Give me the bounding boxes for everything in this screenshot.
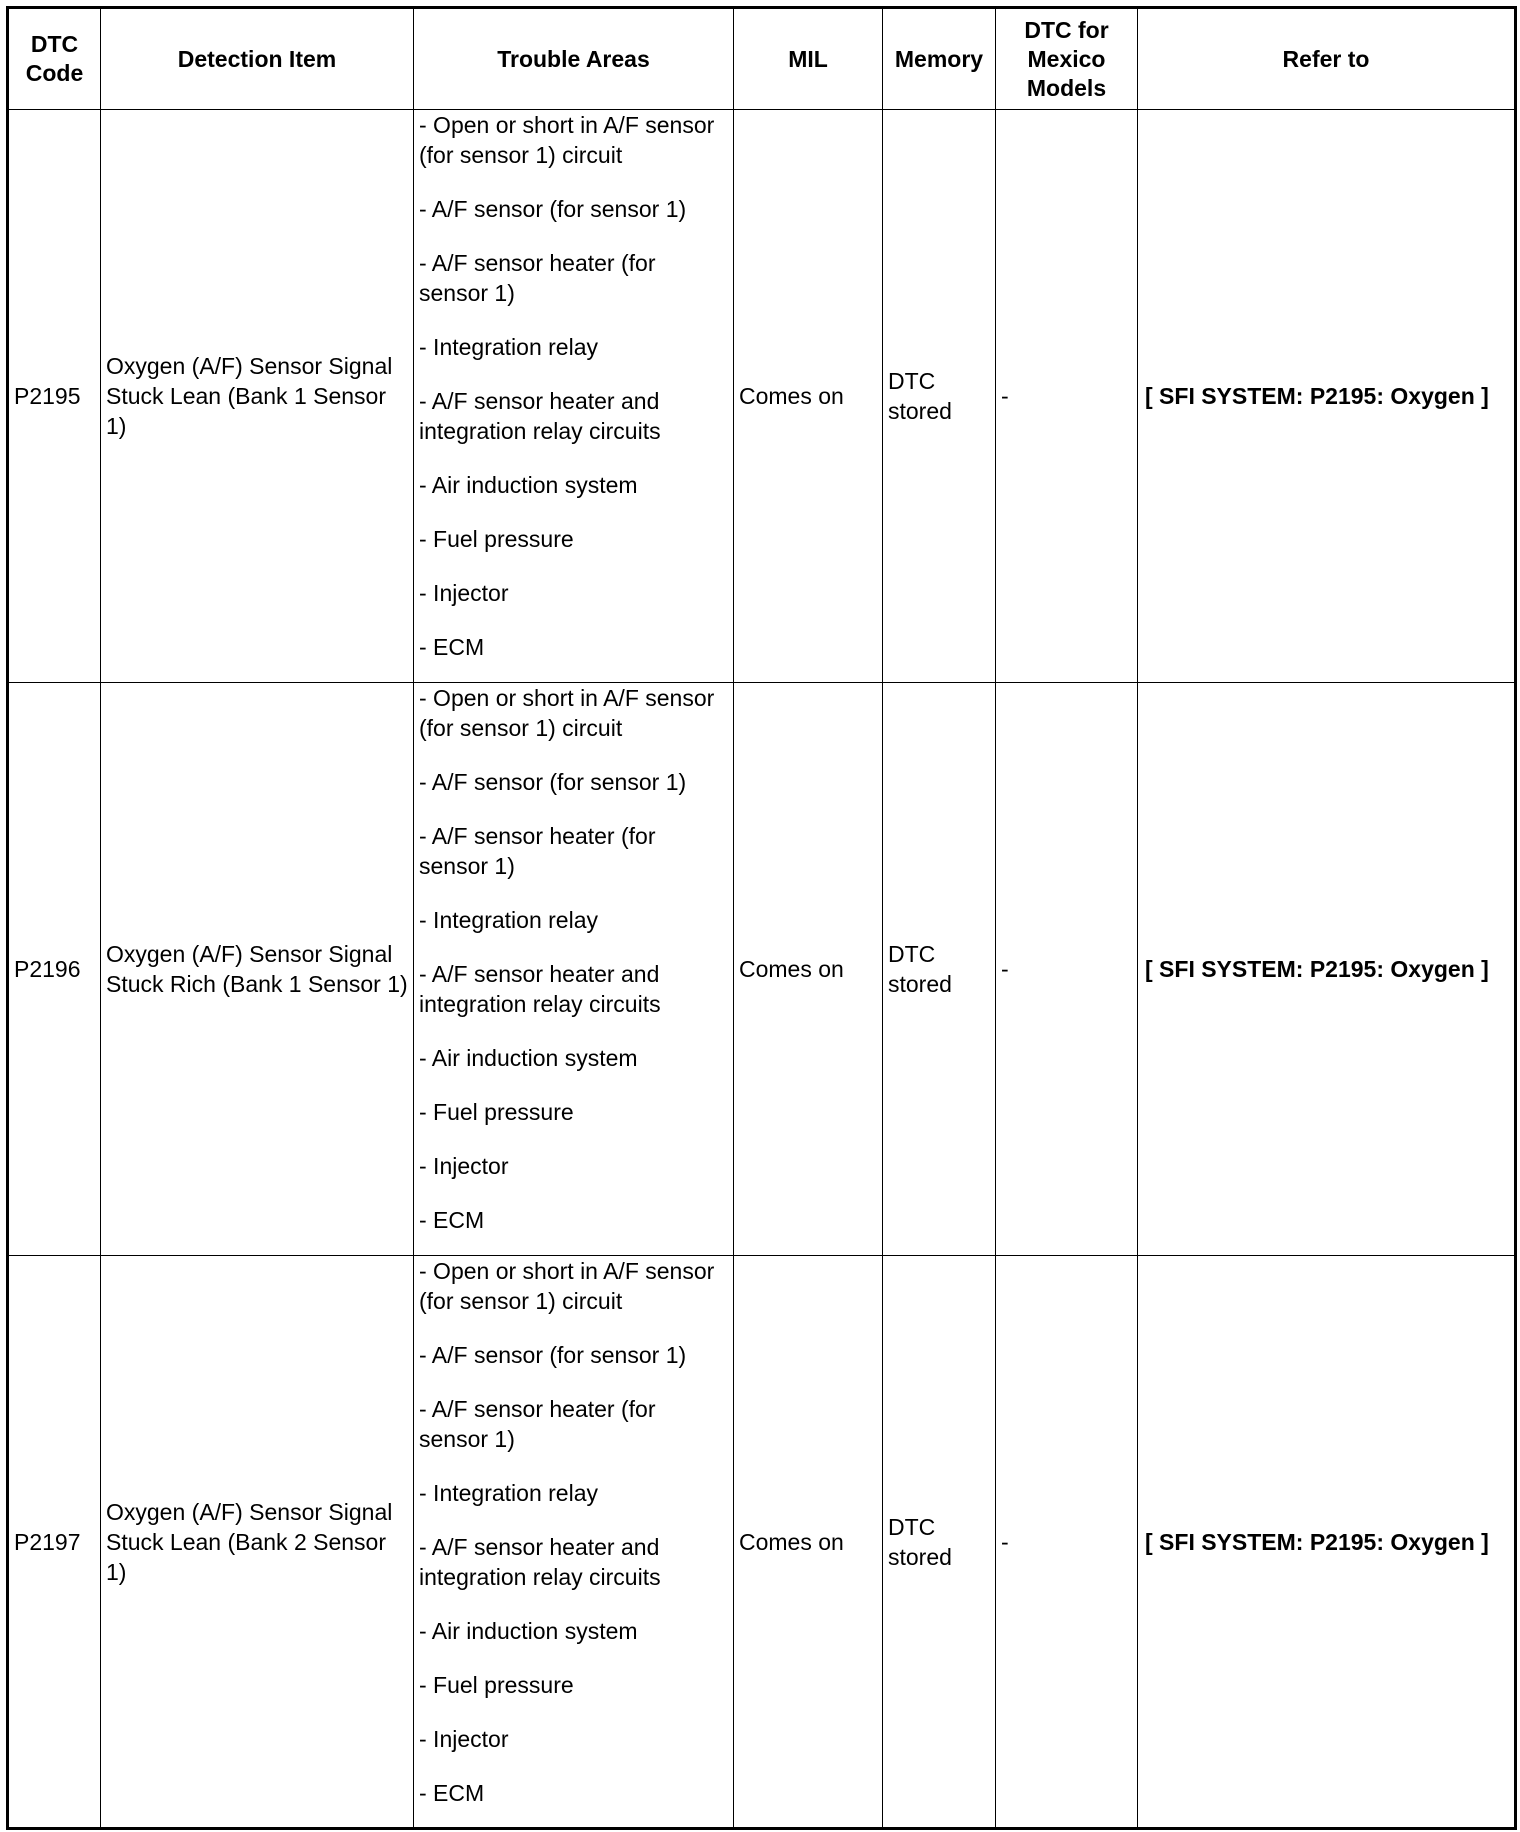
dtc-table: [6, 6, 1517, 1830]
header-detection-item: Detection Item: [101, 8, 414, 110]
header-refer-to: Refer to: [1138, 8, 1516, 110]
memory-cell: DTC stored: [883, 1256, 996, 1829]
trouble-area-item: - Integration relay: [419, 907, 598, 933]
table-row: [8, 683, 1516, 1256]
detection-item-cell: Oxygen (A/F) Sensor Signal Stuck Rich (Bank 1 Sensor 1): [101, 683, 414, 1256]
refer-to-link[interactable]: [ SFI SYSTEM: P2195: Oxygen ]: [1145, 956, 1489, 982]
trouble-area-item: - Air induction system: [419, 1045, 638, 1071]
refer-to-cell: [1138, 1256, 1516, 1829]
table-row: [8, 1256, 1516, 1829]
trouble-areas-cell: [414, 1256, 734, 1829]
trouble-areas-cell: [414, 683, 734, 1256]
header-row: [8, 8, 1516, 110]
mil-cell: Comes on: [734, 110, 883, 683]
trouble-area-item: - Injector: [419, 1726, 509, 1752]
dtc-code-cell: P2195: [8, 110, 101, 683]
mexico-cell: -: [996, 110, 1138, 683]
trouble-area-item: - Air induction system: [419, 472, 638, 498]
trouble-area-item: - A/F sensor heater and integration relay circuits: [419, 961, 661, 1017]
trouble-area-item: - Open or short in A/F sensor (for sensor 1) circuit: [419, 112, 715, 168]
trouble-area-item: - Open or short in A/F sensor (for sensor 1) circuit: [419, 685, 715, 741]
trouble-area-item: - Fuel pressure: [419, 1672, 574, 1698]
trouble-area-item: - Integration relay: [419, 1480, 598, 1506]
trouble-area-item: - ECM: [419, 1780, 485, 1806]
header-memory: Memory: [883, 8, 996, 110]
detection-item-cell: Oxygen (A/F) Sensor Signal Stuck Lean (Bank 1 Sensor 1): [101, 110, 414, 683]
trouble-area-item: - A/F sensor heater (for sensor 1): [419, 250, 656, 306]
header-dtc-code: DTC Code: [8, 8, 101, 110]
header-mexico: DTC for Mexico Models: [996, 8, 1138, 110]
mil-cell: Comes on: [734, 1256, 883, 1829]
trouble-area-item: - A/F sensor (for sensor 1): [419, 196, 687, 222]
trouble-area-item: - Air induction system: [419, 1618, 638, 1644]
mexico-cell: -: [996, 1256, 1138, 1829]
refer-to-link[interactable]: [ SFI SYSTEM: P2195: Oxygen ]: [1145, 1528, 1489, 1555]
header-trouble-areas: Trouble Areas: [414, 8, 734, 110]
refer-to-cell: [1138, 683, 1516, 1256]
mil-cell: Comes on: [734, 683, 883, 1256]
trouble-area-item: - Injector: [419, 1153, 509, 1179]
header-mil: MIL: [734, 8, 883, 110]
trouble-area-item: - ECM: [419, 1207, 485, 1233]
dtc-code-cell: P2196: [8, 683, 101, 1256]
memory-cell: DTC stored: [883, 683, 996, 1256]
trouble-area-item: - A/F sensor heater and integration relay circuits: [419, 388, 661, 444]
trouble-area-item: - Fuel pressure: [419, 526, 574, 552]
trouble-area-item: - A/F sensor (for sensor 1): [419, 769, 687, 795]
trouble-area-item: - Fuel pressure: [419, 1099, 574, 1125]
table-row: [8, 110, 1516, 683]
trouble-area-item: - Injector: [419, 580, 509, 606]
refer-to-link[interactable]: [ SFI SYSTEM: P2195: Oxygen ]: [1145, 383, 1489, 409]
trouble-areas-cell: [414, 110, 734, 683]
trouble-area-item: - Integration relay: [419, 334, 598, 360]
trouble-area-item: - A/F sensor (for sensor 1): [419, 1342, 687, 1368]
detection-item-cell: Oxygen (A/F) Sensor Signal Stuck Lean (Bank 2 Sensor 1): [101, 1256, 414, 1829]
mexico-cell: -: [996, 683, 1138, 1256]
memory-cell: DTC stored: [883, 110, 996, 683]
trouble-area-item: - Open or short in A/F sensor (for sensor 1) circuit: [419, 1258, 715, 1314]
trouble-area-item: - A/F sensor heater (for sensor 1): [419, 1396, 656, 1452]
dtc-code-cell: P2197: [8, 1256, 101, 1829]
refer-to-cell: [1138, 110, 1516, 683]
trouble-area-item: - ECM: [419, 634, 485, 660]
trouble-area-item: - A/F sensor heater and integration relay circuits: [419, 1534, 661, 1590]
trouble-area-item: - A/F sensor heater (for sensor 1): [419, 823, 656, 879]
